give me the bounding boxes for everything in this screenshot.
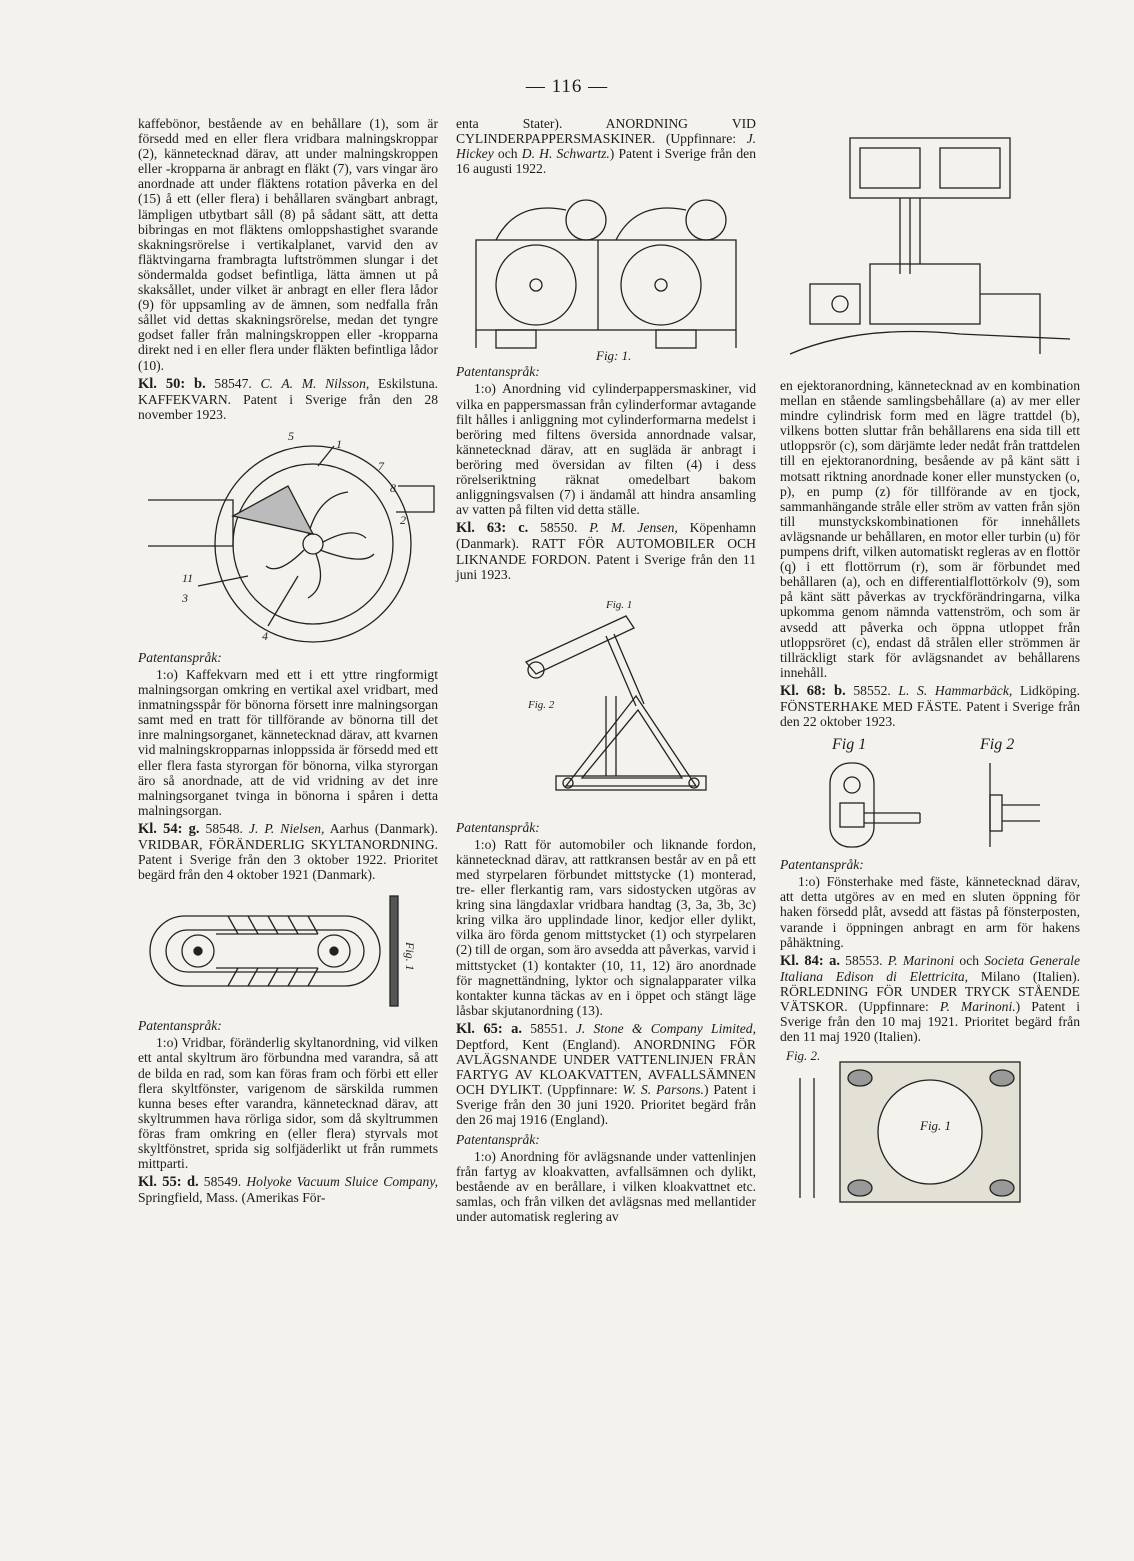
patent-details: Milano (Italien). RÖRLEDNING FÖR UNDER TRYCK STÅENDE VÄTSKOR. (Uppfinnare: (780, 968, 1080, 1014)
ejector-figure (780, 124, 1080, 374)
inventor: L. S. Hammarbäck, (898, 682, 1013, 698)
figure-caption: Fig 1 (832, 736, 867, 754)
patent-entry-63c (456, 520, 756, 581)
inventor: D. H. Schwartz. (521, 146, 610, 162)
claim-heading: Patentanspråk: (138, 649, 222, 665)
patent-details: ) Patent i Sverige från den 10 maj 1921. Prioritet begärd från den 11 maj 1920 (Italien). (780, 999, 1080, 1045)
claim-heading: Patentanspråk: (456, 819, 540, 835)
paragraph: kaffebönor, bestående av en behållare (1), som är försedd med en eller flera vridbara malningskroppar (2), kännetecknad därav, att under malningskroppen eller -kropparna är anbragt en fläkt (7), vars vingar äro anordnade att under fläktens rotation påverka en del (15) å ett (eller flera) i behållaren svängbart anbragt, lämpligen utbytbart såll (8) på sådant sätt, att detta bibringas en mot fläktens omloppshastighet svarande skakningsrörelse i vertikalplanet, varvid den av fläktvingarna frambragta luftströmmen slungar i det söndermalda godset befintliga, lätta ämnen ut på skaksållet, under vilket är anbragt en eller flera lådor (9) för uppsamling av de ämnen, som nedfalla från sållet vid dettas skakningsrörelse, medan det tyngre godset faller från malningskroppen eller -kropparna direkt ned i en eller flera under fläkten befintliga lådor (10). (138, 116, 438, 373)
page-number: — 116 — (525, 76, 609, 97)
class-label: Kl. 55: d. (138, 1174, 199, 1191)
patent-details: ) Patent i Sverige från den 30 juni 1920. Prioritet begärd från den 26 maj 1916 (England). (456, 1082, 756, 1128)
claim-heading: Patentanspråk: (456, 1131, 540, 1147)
company: Societa Generale Italiana Edison di Elettricita, (780, 952, 1080, 984)
patent-continuation: en ejektoranordning, kännetecknad av en kombination mellan en stående samlingsbehållare (a) av mer eller mindre cylindrisk form med en lägre trattdel (b), vilkens botten sluttar från behållarens ena sida till ett utloppsrör (c), som därjämte leder nedåt från trattdelen till en ejektoranordning, besående av på känt sätt i motsatt riktning anordnade koner eller munstycken (o, p), en pump (z) för tillförande av en tjock, sammanhängande stråle eller ström av vatten från sjön till munstyckskombinationen för innehållets avlägsnande ur behållaren, en motor eller turbin (u) för pumpens drift, vilken automatiskt regleras av en flottör (q) i ett flottörrum (r), som är förbundet med behållaren (a), och en differentialflottörkolv (9), som på känt sätt påverkas av tryckförändringarna, vilka upkomma genom nämnda vattenström, och som är avsedd att påverka och öppna utloppet från utloppsröret (c), endast då strålen eller strömmen är tillräckligt stark för avlägsnandet av behållarens innehåll. (780, 378, 1080, 680)
claim-text: 1:o) Vridbar, föränderlig skyltanordning, vid vilken ett antal skyltrum äro förbundna med varandra, så att de bilda en rad, som kan föras fram och förbi ett eller flera skyltfönster, varigenom de särskilda rummen kunna beses efter varandra, kännetecknad därav, att skyltrummen hava rörliga sidor, som då skyltrummen föras fram omkring en (eller flera) styrvals mot skyltfönstret, sprida sig solfjäderlikt ut från rummets mittparti. (138, 1035, 438, 1172)
patent-details: Aarhus (Danmark). VRIDBAR, FÖRÄNDERLIG SKYLTANORDNING. Patent i Sverige från den 3 oktober 1922. Prioritet begärd från den 4 oktober 1921 (Danmark). (138, 820, 438, 883)
svg-text:7: 7 (378, 458, 384, 473)
patent-number: 58549. (203, 1174, 242, 1190)
column-3 (780, 116, 1080, 1212)
svg-text:Fig. 1: Fig. 1 (606, 598, 633, 611)
patent-details: Deptford, Kent (England). ANORDNING FÖR AVLÄGSNANDE UNDER VATTENLINJEN FRÅN FARTYG AV KLOAKVATTEN, AVFALLSÄMNEN OCH DYLIKT. (Uppfinnare: (456, 1037, 756, 1098)
steering-wheel-figure (456, 586, 756, 816)
class-label: Kl. 63: c. (456, 520, 529, 537)
coffee-grinder-figure (138, 426, 438, 646)
class-label: Kl. 65: a. (456, 1020, 523, 1037)
claim-heading: Patentanspråk: (780, 857, 864, 873)
claim-text: 1:o) Ratt för automobiler och liknande fordon, kännetecknad därav, att rattkransen består av en på ett med styrpelaren förbundet mittstycke (1) monterad, tre- eller flerkantig ram, vars sidostycken utgöras av kring sina längdaxlar vridbara handtag (3, 3a, 3b, 3c) kring vilka äro upplindade linor, kedjor eller dylikt, vilka äro förda genom mittstycket (1) och styrpelaren (2) till de organ, som äro avsedda att påverkas, varvid i mittstycket (1) kontakter (10, 11, 12) äro anordnade för magnettändning, lyktor och signalapparater vilka kontakter kunna täckas av en i öppet och stängt läge låsbar skjutanordning (13). (456, 836, 756, 1018)
figure-caption: Fig. 1 (920, 1118, 952, 1134)
patent-number: 58548. (205, 820, 243, 836)
claim-text: 1:o) Anordning vid cylinderpappersmaskiner, vid vilka en pappersmassan från cylinderformar avtagande filt hålles i anliggning mot cylinderformarna medelst i beröring med filtens översida annordnade valsar, kännetecknad därav, att en sugläda är anbragt i beröring med översidan av filten (4) i dess rörelseriktning räknat omedelbart bakom anliggningsvalsen (7) i ändamål att hindra ansamling av vatten på filten vid detta ställe. (456, 381, 756, 518)
class-label: Kl. 84: a. (780, 952, 840, 969)
claim-heading: Patentanspråk: (138, 1018, 222, 1034)
inventor: J. P. Nielsen, (248, 820, 325, 836)
conjunction: och (497, 146, 518, 162)
continuation-text: enta Stater). ANORDNING VID CYLINDERPAPPERSMASKINER. (Uppfinnare: (456, 116, 756, 147)
claim-text: 1:o) Anordning för avlägsnande under vattenlinjen från fartyg av kloakvatten, avfallsämnen och dylikt, bestående av en berållare, i vilken kloakvattnet etc. samlas, och från vilken det avlägsnas med mellantider under automatisk reglering av (456, 1148, 756, 1225)
patent-entry-68b (780, 683, 1080, 729)
column-2 (456, 116, 756, 1227)
svg-text:Fig. 1: Fig. 1 (403, 942, 417, 971)
inventor: P. M. Jensen, (589, 520, 678, 536)
patent-number: 58550. (540, 520, 578, 536)
svg-text:4: 4 (262, 628, 268, 643)
patent-details: ) Patent i Sverige från den 16 augusti 1922. (456, 146, 757, 177)
figure-caption: Fig: 1. (596, 348, 632, 364)
patent-entry-84a (780, 953, 1080, 1045)
inventor: C. A. M. Nilsson, (260, 375, 370, 391)
svg-text:8: 8 (390, 480, 396, 495)
display-device-figure (138, 886, 438, 1014)
inventor: P. Marinoni (887, 952, 955, 968)
claim-text: 1:o) Fönsterhake med fäste, kännetecknad därav, att detta utgöres av en med en sluten öppning för haken försedd plåt, avsedd att fästas på fönsterposten, varande i öppningen anbragt en arm för hakens påhäktning. (780, 874, 1080, 950)
window-hook-figure (780, 733, 1080, 853)
patent-details: Köpenhamn (Danmark). RATT FÖR AUTOMOBILER OCH LIKNANDE FORDON. Patent i Sverige från den 11 juni 1923. (456, 520, 757, 582)
patent-details: Lidköping. FÖNSTERHAKE MED FÄSTE. Patent i Sverige från den 22 oktober 1923. (780, 682, 1080, 730)
patent-details: Springfield, Mass. (Amerikas För- (138, 1190, 326, 1206)
class-label: Kl. 50: b. (138, 375, 206, 392)
figure-caption: Fig 2 (980, 736, 1015, 754)
svg-text:2: 2 (400, 512, 406, 527)
patent-entry-55d (138, 1174, 438, 1205)
class-label: Kl. 54: g. (138, 820, 200, 837)
svg-text:11: 11 (182, 570, 194, 585)
paper-machine-figure (456, 180, 756, 364)
claim-heading: Patentanspråk: (456, 364, 540, 380)
svg-text:1: 1 (336, 436, 342, 451)
pipeline-figure (780, 1048, 1080, 1208)
patent-number: 58547. (214, 375, 252, 391)
figure-caption: Fig. 2. (786, 1048, 821, 1064)
patent-number: 58553. (845, 952, 883, 968)
svg-text:5: 5 (288, 428, 294, 443)
patent-number: 58552. (853, 682, 891, 698)
patent-entry-50b (138, 376, 438, 422)
class-label: Kl. 68: b. (780, 682, 846, 699)
inventor: J. Hickey (456, 131, 756, 162)
patent-number: 58551. (530, 1020, 568, 1036)
patent-continuation (456, 116, 756, 176)
patent-entry-54g (138, 821, 438, 882)
inventor: W. S. Parsons. (622, 1082, 704, 1098)
conjunction: och (959, 952, 980, 968)
inventor: J. Stone & Company Limited, (575, 1020, 756, 1036)
patent-details: Eskilstuna. KAFFEKVARN. Patent i Sverige från den 28 november 1923. (138, 375, 439, 422)
svg-text:Fig. 2: Fig. 2 (528, 698, 555, 711)
inventor: P. Marinoni. (939, 999, 1016, 1014)
inventor: Holyoke Vacuum Sluice Company, (246, 1174, 438, 1190)
claim-text: 1:o) Kaffekvarn med ett i ett yttre ringformigt malningsorgan omkring en vertikal axel vridbart, med inmatningsspår för bönorna försett inre malningsorgan samt med en tratt för tillförande av bönorna till det inre malningsorganet, kännetecknad därav, att kvarnen vid malningskropparnas inloppssida är försedd med ett eller flera fasta styrorgan för bönorna, vilka styrorgan äro så anordnade, att de vid vridning av det inre malningsorganet tvinga in bönorna i spåren i detta malningsorgan. (138, 666, 438, 818)
svg-text:3: 3 (182, 590, 188, 605)
patent-entry-65a (456, 1021, 756, 1128)
column-1 (138, 116, 438, 1208)
